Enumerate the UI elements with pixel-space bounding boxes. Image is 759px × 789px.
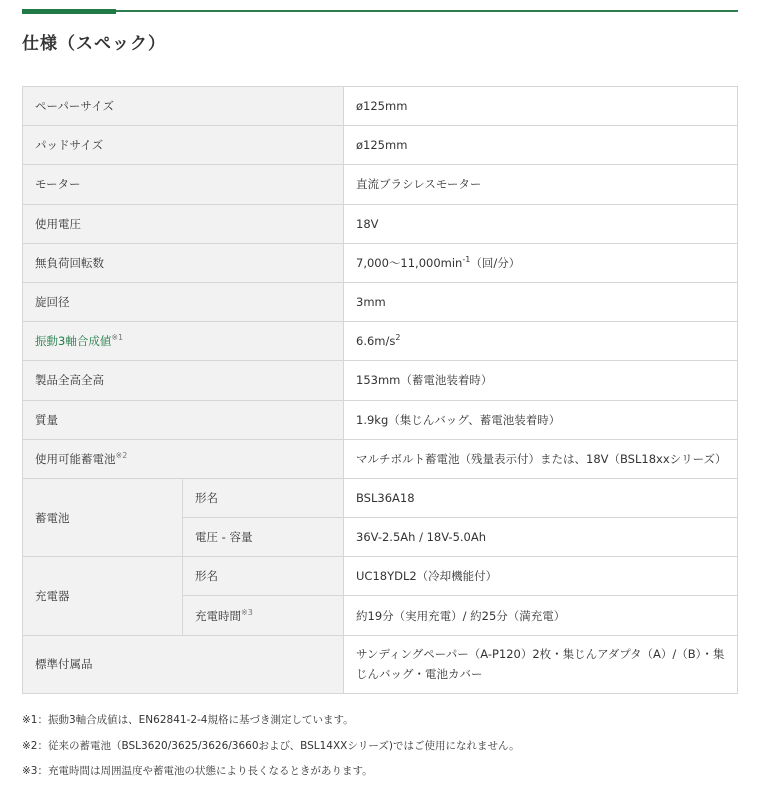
header-divider [22, 10, 738, 12]
spec-value-pad-size: ø125mm [344, 126, 738, 165]
spec-label-orbit: 旋回径 [23, 282, 344, 321]
vibration-value-text: 6.6m/s [356, 334, 396, 349]
spec-value-battery-model: BSL36A18 [344, 478, 738, 517]
spec-value-paper-size: ø125mm [344, 87, 738, 126]
spec-label-battery: 蓄電池 [23, 478, 183, 556]
footnotes [22, 713, 520, 789]
spec-label-mass: 質量 [23, 400, 344, 439]
footnote-2: ※2：従来の蓄電池（BSL3620/3625/3626/3660および、BSL14XXシリーズ)ではご使用になれません。 [22, 739, 520, 752]
table-row [23, 165, 738, 204]
spec-value-height: 153mm（蓄電池装着時） [344, 361, 738, 400]
spec-value-motor: 直流ブラシレスモーター [344, 165, 738, 204]
footnote-3: ※3：充電時間は周囲温度や蓄電池の状態により長くなるときがあります。 [22, 765, 373, 777]
table-row [23, 126, 738, 165]
spec-table [22, 86, 738, 694]
footnote-1: ※1：振動3軸合成値は、EN62841-2-4規格に基づき測定しています。 [22, 714, 354, 726]
table-row [23, 635, 738, 693]
table-row [23, 87, 738, 126]
spec-label-vibration [23, 322, 344, 361]
spec-label-paper-size: ペーパーサイズ [23, 87, 344, 126]
charge-time-note-mark: ※3 [241, 607, 253, 617]
vibration-link[interactable]: 振動3軸合成値 [35, 334, 112, 349]
table-row [23, 282, 738, 321]
spec-label-charger: 充電器 [23, 557, 183, 635]
spec-value-usable-battery: マルチボルト蓄電池（残量表示付）または、18V（BSL18xxシリーズ） [344, 439, 738, 478]
spec-value-voltage: 18V [344, 204, 738, 243]
spec-value-battery-voltage-capacity: 36V-2.5Ah / 18V-5.0Ah [344, 518, 738, 557]
table-row [23, 400, 738, 439]
spec-sublabel-charger-model: 形名 [183, 557, 344, 596]
spec-label-accessories: 標準付属品 [23, 635, 344, 693]
spec-sublabel-charge-time [183, 596, 344, 635]
spec-value-accessories [344, 635, 738, 693]
accessories-line-2: じんバッグ・電池カバー [356, 667, 483, 682]
usable-battery-label-text: 使用可能蓄電池 [35, 451, 116, 466]
vibration-note-mark: ※1 [111, 333, 124, 343]
table-row [23, 322, 738, 361]
spec-label-no-load-speed: 無負荷回転数 [23, 243, 344, 282]
table-row [23, 478, 738, 517]
table-row [23, 243, 738, 282]
spec-label-motor: モーター [23, 165, 344, 204]
spec-sublabel-battery-voltage-capacity: 電圧 - 容量 [183, 518, 344, 557]
speed-exponent: -1 [462, 255, 471, 265]
spec-value-charge-time: 約19分（実用充電）/ 約25分（満充電） [344, 596, 738, 635]
spec-label-height: 製品全高全高 [23, 361, 344, 400]
usable-battery-note-mark: ※2 [115, 450, 128, 460]
charge-time-label-text: 充電時間 [195, 608, 241, 623]
table-row [23, 204, 738, 243]
spec-value-no-load-speed [344, 243, 738, 282]
spec-label-pad-size: パッドサイズ [23, 126, 344, 165]
spec-label-voltage: 使用電圧 [23, 204, 344, 243]
speed-value-text: 7,000～11,000min [356, 255, 463, 270]
page-title: 仕様（スペック） [22, 34, 166, 54]
spec-value-vibration [344, 322, 738, 361]
speed-unit-text: （回/分） [470, 255, 521, 270]
table-row [23, 557, 738, 596]
spec-sublabel-battery-model: 形名 [183, 478, 344, 517]
header-accent-bar [22, 9, 116, 14]
vibration-exponent: 2 [395, 333, 401, 343]
table-row [23, 361, 738, 400]
accessories-line-1: サンディングペーパー（A-P120）2枚・集じんアダプタ（A）/（B）・集 [356, 647, 725, 662]
spec-value-mass: 1.9kg（集じんバッグ、蓄電池装着時） [344, 400, 738, 439]
spec-label-usable-battery [23, 439, 344, 478]
spec-value-charger-model: UC18YDL2（冷却機能付） [344, 557, 738, 596]
spec-value-orbit: 3mm [344, 282, 738, 321]
table-row [23, 439, 738, 478]
